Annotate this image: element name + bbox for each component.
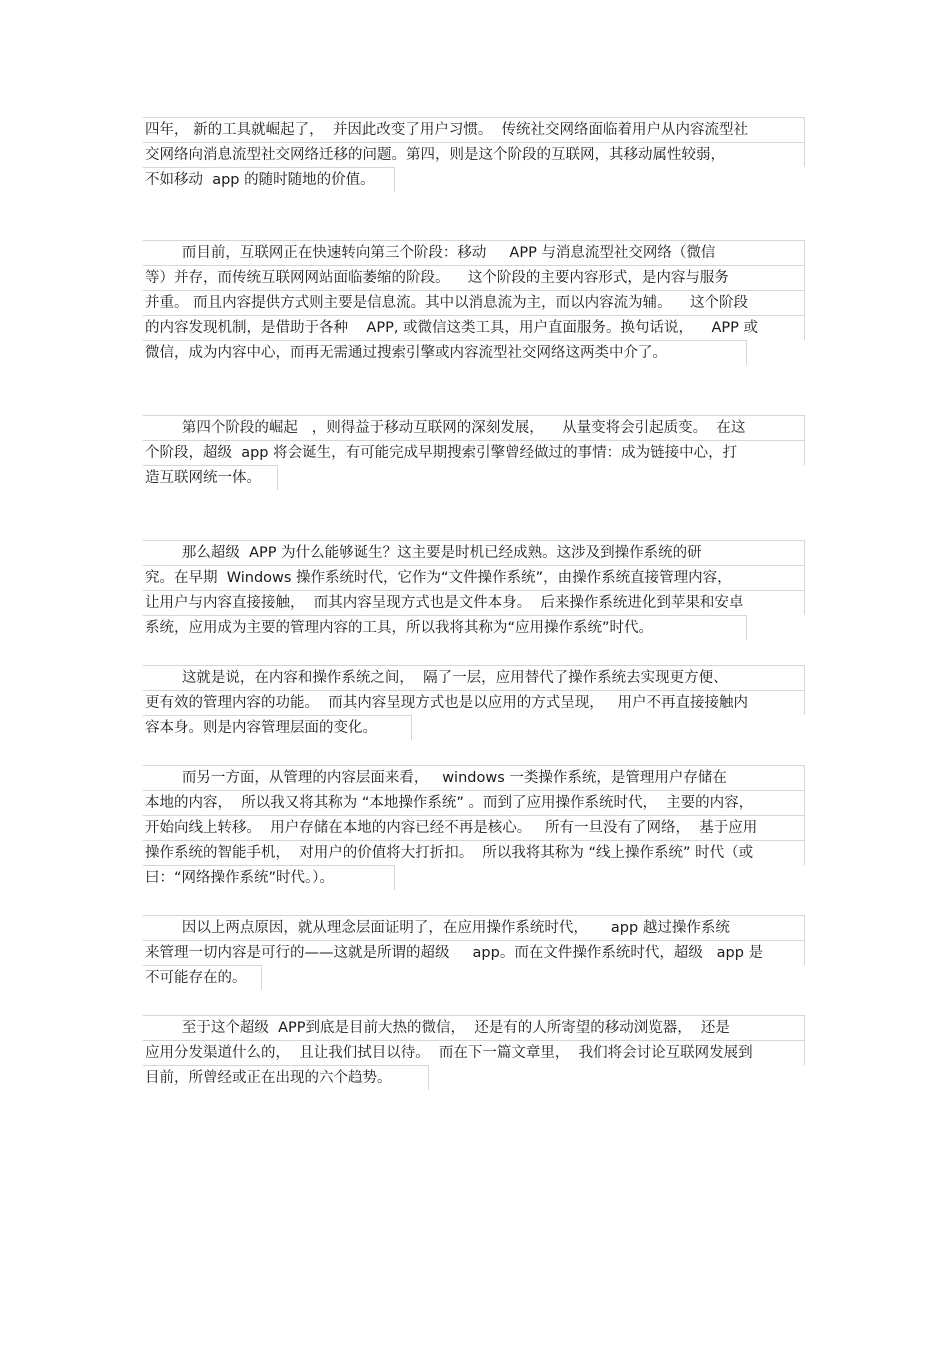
text-line: 的内容发现机制，是借助于各种 APP, 或微信这类工具，用户直面服务。换句话说， APP 或 xyxy=(143,315,805,340)
text-line: 本地的内容， 所以我又将其称为 “本地操作系统” 。而到了应用操作系统时代， 主要的内容， xyxy=(143,790,805,815)
text-line: 那么超级 APP 为什么能够诞生？这主要是时机已经成熟。这涉及到操作系统的研 xyxy=(143,540,805,565)
paragraph-8 xyxy=(143,1015,805,1090)
text-line: 等）并存，而传统互联网网站面临萎缩的阶段。 这个阶段的主要内容形式，是内容与服务 xyxy=(143,265,805,290)
text-line: 个阶段，超级 app 将会诞生，有可能完成早期搜索引擎曾经做过的事情：成为链接中心，打 xyxy=(143,440,805,465)
text-line: 四年， 新的工具就崛起了， 并因此改变了用户习惯。 传统社交网络面临着用户从内容流型社 xyxy=(143,117,805,142)
text-line: 操作系统的智能手机， 对用户的价值将大打折扣。 所以我将其称为 “线上操作系统” 时代（或 xyxy=(143,840,805,865)
text-line: 交网络向消息流型社交网络迁移的问题。第四，则是这个阶段的互联网，其移动属性较弱， xyxy=(143,142,805,167)
text-line: 让用户与内容直接接触， 而其内容呈现方式也是文件本身。 后来操作系统进化到苹果和安卓 xyxy=(143,590,805,615)
text-line: 不可能存在的。 xyxy=(143,965,262,990)
text-line: 而目前，互联网正在快速转向第三个阶段：移动 APP 与消息流型社交网络（微信 xyxy=(143,240,805,265)
text-line: 系统，应用成为主要的管理内容的工具，所以我将其称为“应用操作系统”时代。 xyxy=(143,615,747,640)
text-line: 目前，所曾经或正在出现的六个趋势。 xyxy=(143,1065,429,1090)
text-line: 开始向线上转移。 用户存储在本地的内容已经不再是核心。 所有一旦没有了网络， 基于应用 xyxy=(143,815,805,840)
text-line: 这就是说，在内容和操作系统之间， 隔了一层，应用替代了操作系统去实现更方便、 xyxy=(143,665,805,690)
paragraph-1 xyxy=(143,117,805,192)
text-line: 究。在早期 Windows 操作系统时代，它作为“文件操作系统”，由操作系统直接管理内容， xyxy=(143,565,805,590)
paragraph-5 xyxy=(143,665,805,740)
paragraph-6 xyxy=(143,765,805,890)
paragraph-4 xyxy=(143,540,805,640)
text-line: 至于这个超级 APP到底是目前大热的微信， 还是有的人所寄望的移动浏览器， 还是 xyxy=(143,1015,805,1040)
text-line: 微信，成为内容中心，而再无需通过搜索引擎或内容流型社交网络这两类中介了。 xyxy=(143,340,747,365)
text-line: 更有效的管理内容的功能。 而其内容呈现方式也是以应用的方式呈现， 用户不再直接接触内 xyxy=(143,690,805,715)
text-line: 不如移动 app 的随时随地的价值。 xyxy=(143,167,395,192)
paragraph-7 xyxy=(143,915,805,990)
text-line: 而另一方面，从管理的内容层面来看， windows 一类操作系统，是管理用户存储在 xyxy=(143,765,805,790)
text-line: 应用分发渠道什么的， 且让我们拭目以待。 而在下一篇文章里， 我们将会讨论互联网发展到 xyxy=(143,1040,805,1065)
text-line: 曰：“网络操作系统”时代。）。 xyxy=(143,865,395,890)
paragraph-2 xyxy=(143,240,805,365)
text-line: 造互联网统一体。 xyxy=(143,465,278,490)
text-line: 并重。 而且内容提供方式则主要是信息流。其中以消息流为主，而以内容流为辅。 这个阶段 xyxy=(143,290,805,315)
text-line: 来管理一切内容是可行的——这就是所谓的超级 app。而在文件操作系统时代，超级 app 是 xyxy=(143,940,805,965)
paragraph-3 xyxy=(143,415,805,490)
text-line: 因以上两点原因，就从理念层面证明了，在应用操作系统时代， app 越过操作系统 xyxy=(143,915,805,940)
text-line: 第四个阶段的崛起 ，则得益于移动互联网的深刻发展， 从量变将会引起质变。 在这 xyxy=(143,415,805,440)
text-line: 容本身。则是内容管理层面的变化。 xyxy=(143,715,412,740)
